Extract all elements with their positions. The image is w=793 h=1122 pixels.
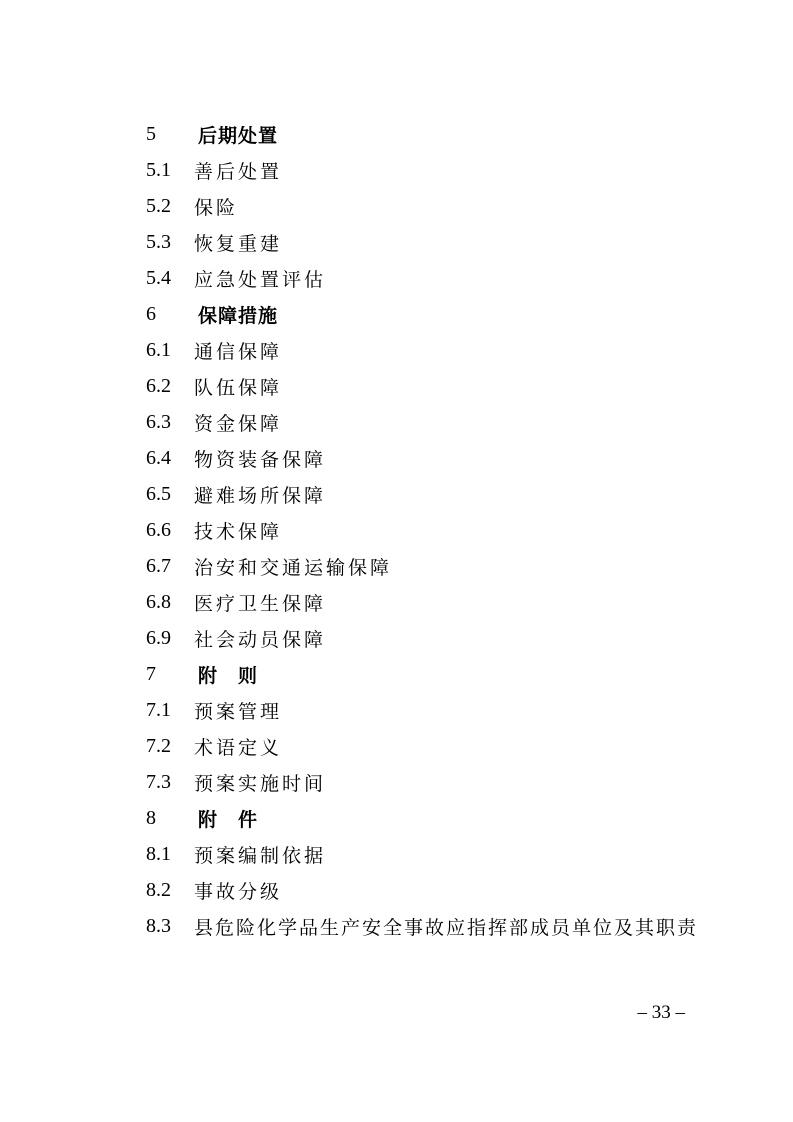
toc-entry (146, 190, 238, 222)
toc-entry (146, 262, 326, 294)
toc-title: 县危险化学品生产安全事故应指挥部成员单位及其职责 (194, 916, 699, 939)
toc-number: 5.4 (146, 266, 171, 289)
toc-title: 后期处置 (198, 124, 279, 147)
toc-entry-chapter-8 (146, 802, 258, 834)
toc-number: 6.5 (146, 482, 171, 505)
toc-title: 物资装备保障 (194, 448, 327, 471)
toc-title: 社会动员保障 (194, 628, 327, 651)
toc-number: 5.1 (146, 158, 171, 181)
toc-entry (146, 838, 326, 870)
toc-title: 事故分级 (194, 880, 283, 903)
toc-number: 5.3 (146, 230, 171, 253)
toc-entry (146, 694, 282, 726)
toc-entry-chapter-6 (146, 298, 278, 330)
toc-entry (146, 766, 326, 798)
page-number: – 33 – (637, 1002, 685, 1023)
toc-title: 恢复重建 (194, 232, 283, 255)
toc-title: 术语定义 (194, 736, 283, 759)
toc-number: 5 (146, 122, 156, 145)
toc-title: 附 件 (198, 808, 259, 831)
toc-entry (146, 478, 326, 510)
toc-title: 保险 (194, 196, 239, 219)
toc-title: 队伍保障 (194, 376, 283, 399)
toc-title: 预案管理 (194, 700, 283, 723)
toc-number: 8.1 (146, 842, 171, 865)
toc-title: 附 则 (198, 664, 259, 687)
toc-number: 6 (146, 302, 156, 325)
toc-entry (146, 514, 282, 546)
toc-number: 6.3 (146, 410, 171, 433)
toc-entry (146, 874, 282, 906)
toc-title: 医疗卫生保障 (194, 592, 327, 615)
toc-number: 6.9 (146, 626, 171, 649)
toc-entry (146, 226, 282, 258)
toc-number: 7 (146, 662, 156, 685)
toc-title: 善后处置 (194, 160, 283, 183)
toc-number: 6.1 (146, 338, 171, 361)
toc-entry (146, 622, 326, 654)
toc-number: 6.4 (146, 446, 171, 469)
toc-entry (146, 730, 282, 762)
toc-entry (146, 550, 392, 582)
toc-number: 8 (146, 806, 156, 829)
toc-number: 8.2 (146, 878, 171, 901)
toc-entry (146, 370, 282, 402)
toc-number: 6.2 (146, 374, 171, 397)
toc-entry-chapter-5 (146, 118, 278, 150)
toc-title: 治安和交通运输保障 (194, 556, 393, 579)
toc-entry (146, 334, 282, 366)
toc-title: 预案实施时间 (194, 772, 327, 795)
toc-number: 7.1 (146, 698, 171, 721)
toc-entry-chapter-7 (146, 658, 258, 690)
toc-number: 5.2 (146, 194, 171, 217)
toc-number: 6.7 (146, 554, 171, 577)
toc-entry (146, 586, 326, 618)
toc-title: 避难场所保障 (194, 484, 327, 507)
toc-number: 7.2 (146, 734, 171, 757)
toc-title: 通信保障 (194, 340, 283, 363)
toc-title: 保障措施 (198, 304, 279, 327)
toc-entry (146, 406, 282, 438)
toc-entry (146, 442, 326, 474)
toc-title: 预案编制依据 (194, 844, 327, 867)
toc-title: 应急处置评估 (194, 268, 327, 291)
toc-number: 6.6 (146, 518, 171, 541)
toc-number: 6.8 (146, 590, 171, 613)
toc-entry (146, 154, 282, 186)
toc-number: 7.3 (146, 770, 171, 793)
toc-entry (146, 910, 698, 942)
toc-number: 8.3 (146, 914, 171, 937)
toc-title: 资金保障 (194, 412, 283, 435)
toc-title: 技术保障 (194, 520, 283, 543)
